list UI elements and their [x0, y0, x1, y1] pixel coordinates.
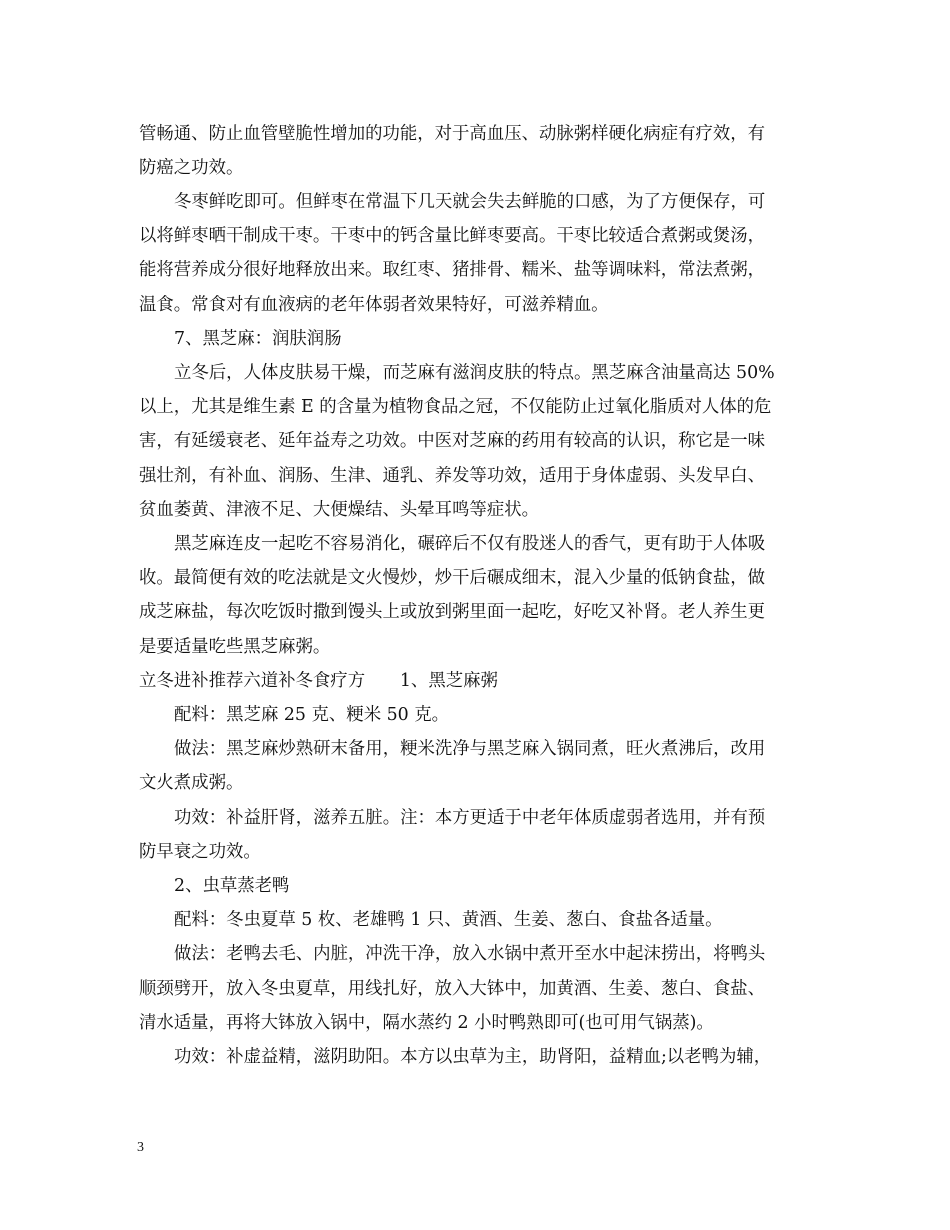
recipe-heading: 2、虫草蒸老鸭 [174, 876, 290, 896]
text-line: 顺颈劈开，放入冬虫夏草，用线扎好，放入大钵中，加黄酒、生姜、葱白、食盐、 [139, 979, 766, 999]
text-line: 成芝麻盐，每次吃饭时撒到馒头上或放到粥里面一起吃，好吃又补肾。老人养生更 [139, 602, 766, 622]
page-number: 3 [137, 1140, 144, 1155]
section-heading: 7、黑芝麻：润肤润肠 [174, 329, 342, 349]
text-line: 害，有延缓衰老、延年益寿之功效。中医对芝麻的药用有较高的认识，称它是一味 [139, 431, 766, 451]
effect-line: 功效：补益肝肾，滋养五脏。注：本方更适于中老年体质虚弱者选用，并有预 [174, 808, 766, 828]
text-line: 以将鲜枣晒干制成干枣。干枣中的钙含量比鲜枣要高。干枣比较适合煮粥或煲汤， [139, 226, 766, 246]
recipe-section-heading: 立冬进补推荐六道补冬食疗方 1、黑芝麻粥 [139, 671, 498, 691]
paragraph-start: 冬枣鲜吃即可。但鲜枣在常温下几天就会失去鲜脆的口感，为了方便保存，可 [174, 192, 766, 212]
text-line: 温食。常食对有血液病的老年体弱者效果特好，可滋养精血。 [139, 295, 609, 315]
text-line: 以上，尤其是维生素 E 的含量为植物食品之冠，不仅能防止过氧化脂质对人体的危 [139, 397, 772, 417]
method-line: 做法：黑芝麻炒熟研末备用，粳米洗净与黑芝麻入锅同煮，旺火煮沸后，改用 [174, 739, 766, 759]
ingredients-line: 配料：冬虫夏草 5 枚、老雄鸭 1 只、黄酒、生姜、葱白、食盐各适量。 [174, 910, 723, 930]
ingredients-line: 配料：黑芝麻 25 克、粳米 50 克。 [174, 705, 450, 725]
paragraph-start: 立冬后，人体皮肤易干燥，而芝麻有滋润皮肤的特点。黑芝麻含油量高达 50% [174, 363, 775, 383]
text-line: 贫血萎黄、津液不足、大便燥结、头晕耳鸣等症状。 [139, 500, 539, 520]
text-line: 清水适量，再将大钵放入锅中，隔水蒸约 2 小时鸭熟即可(也可用气锅蒸)。 [139, 1013, 714, 1033]
text-line: 是要适量吃些黑芝麻粥。 [139, 637, 331, 657]
method-line: 做法：老鸭去毛、内脏，冲洗干净，放入水锅中煮开至水中起沫捞出，将鸭头 [174, 944, 766, 964]
text-line: 管畅通、防止血管壁脆性增加的功能，对于高血压、动脉粥样硬化病症有疗效，有 [139, 124, 766, 144]
text-line: 收。最简便有效的吃法就是文火慢炒，炒干后碾成细末，混入少量的低钠食盐，做 [139, 568, 766, 588]
paragraph-start: 黑芝麻连皮一起吃不容易消化，碾碎后不仅有股迷人的香气，更有助于人体吸 [174, 534, 766, 554]
text-line: 能将营养成分很好地释放出来。取红枣、猪排骨、糯米、盐等调味料，常法煮粥， [139, 260, 766, 280]
text-line: 防癌之功效。 [139, 158, 244, 178]
text-line: 防早衰之功效。 [139, 842, 261, 862]
text-line: 强壮剂，有补血、润肠、生津、通乳、养发等功效，适用于身体虚弱、头发早白、 [139, 466, 766, 486]
text-line: 文火煮成粥。 [139, 773, 244, 793]
effect-line: 功效：补虚益精，滋阴助阳。本方以虫草为主，助肾阳，益精血;以老鸭为辅， [174, 1047, 772, 1067]
